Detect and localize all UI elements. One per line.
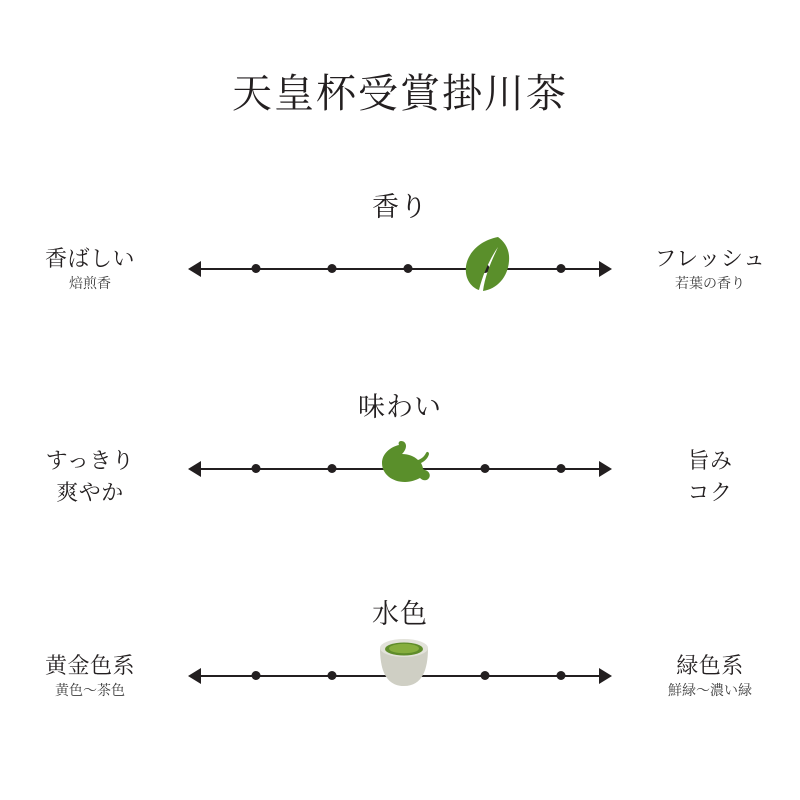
axis-left-label-taste (0, 445, 180, 509)
axis-left-label-color (0, 652, 180, 700)
axis-aroma (188, 257, 612, 281)
axis-left-label-sub-taste: 爽やか (56, 479, 124, 505)
teapot-icon (373, 435, 435, 496)
axis-tick (251, 464, 260, 473)
axis-tick (404, 264, 413, 273)
axis-tick (328, 464, 337, 473)
axis-tick (557, 464, 566, 473)
axis-right-label-color (620, 652, 800, 700)
axis-tick (328, 264, 337, 273)
axis-row-aroma (0, 245, 800, 305)
scale-color (0, 592, 800, 742)
axis-right-label-sub-color: 鮮緑〜濃い緑 (668, 683, 752, 699)
axis-tick (251, 264, 260, 273)
axis-tick (251, 671, 260, 680)
axis-left-label-main-color: 黄金色系 (44, 653, 135, 678)
axis-right-label-main-color: 緑色系 (676, 653, 744, 678)
axis-row-color (0, 652, 800, 712)
axis-left-label-sub-aroma: 焙煎香 (69, 276, 111, 292)
page-title: 天皇杯受賞掛川茶 (232, 71, 568, 116)
axis-color (188, 664, 612, 688)
axis-left-label-aroma (0, 245, 180, 293)
scale-taste (0, 385, 800, 535)
leaf-icon (458, 233, 512, 300)
axis-tick (557, 671, 566, 680)
axis-tick (328, 671, 337, 680)
axis-right-label-main-aroma: フレッシュ (654, 246, 766, 271)
axis-right-label-sub-taste: コク (687, 479, 733, 505)
axis-left-label-sub-color: 黄色〜茶色 (55, 683, 125, 699)
axis-tick (480, 464, 489, 473)
scale-title-color: 水色 (372, 599, 428, 629)
axis-tick (557, 264, 566, 273)
axis-taste (188, 457, 612, 481)
axis-left-label-main-aroma: 香ばしい (44, 246, 135, 271)
axis-right-label-sub-aroma: 若葉の香り (675, 276, 745, 292)
axis-right-label-taste (620, 445, 800, 509)
scale-aroma (0, 185, 800, 335)
teacup-icon (374, 634, 434, 701)
axis-tick (480, 671, 489, 680)
axis-right-label-main-taste: 旨み (687, 448, 733, 473)
scale-title-taste: 味わい (358, 392, 442, 422)
axis-left-label-main-taste: すっきり (45, 448, 135, 473)
scale-title-aroma: 香り (372, 192, 428, 222)
axis-row-taste (0, 445, 800, 505)
axis-right-label-aroma (620, 245, 800, 293)
